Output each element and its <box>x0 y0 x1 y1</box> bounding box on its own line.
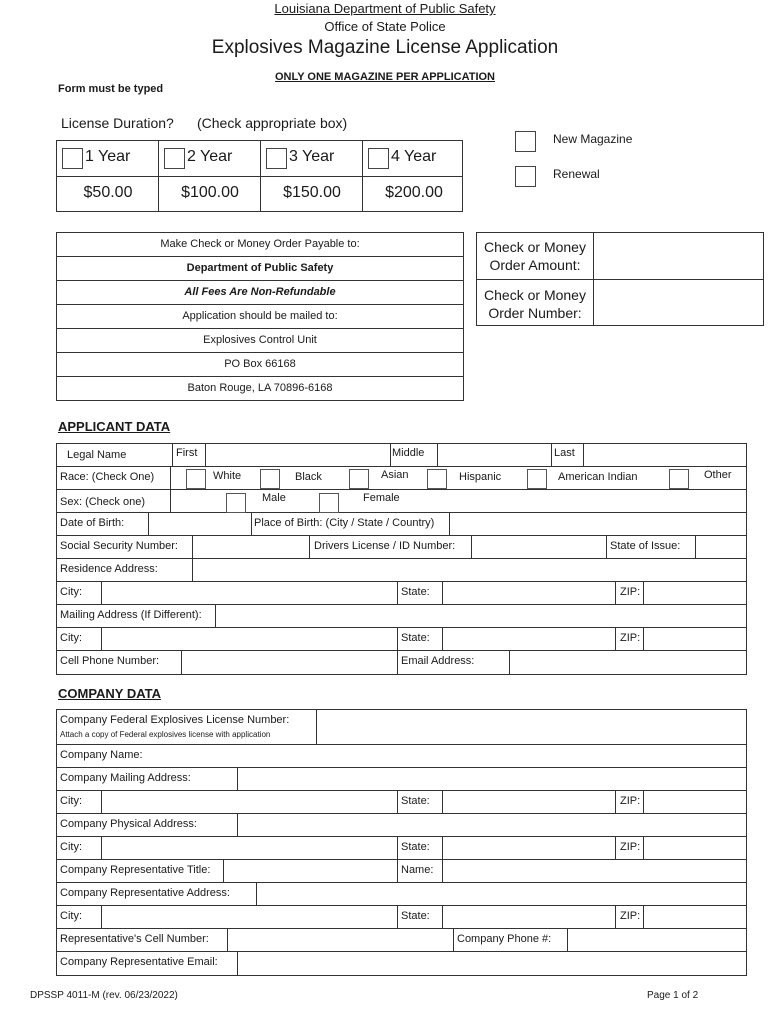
race-hispanic-label: Hispanic <box>459 471 502 483</box>
duration-2-year-label: 2 Year <box>187 148 233 165</box>
ssn-input[interactable] <box>193 536 308 558</box>
dl-label: Drivers License / ID Number: <box>314 540 456 552</box>
company-mailing-state-input[interactable] <box>443 791 614 813</box>
rep-email-input[interactable] <box>238 952 744 974</box>
page-number: Page 1 of 2 <box>647 990 699 1001</box>
check-number-label-line1: Check or Money <box>484 287 586 303</box>
applicant-data-heading: APPLICANT DATA <box>58 419 171 434</box>
mailing-address-input[interactable] <box>216 605 744 627</box>
rep-address-input[interactable] <box>257 883 744 905</box>
row-company-mailing <box>57 768 746 791</box>
company-physical-state-input[interactable] <box>443 837 614 859</box>
ssn-label: Social Security Number: <box>60 540 178 552</box>
first-name-input[interactable] <box>206 444 389 466</box>
check-number-label <box>477 286 593 322</box>
company-mailing-state-label: State: <box>401 795 430 807</box>
duration-1-year-label: 1 Year <box>85 148 131 165</box>
row-mailing <box>57 605 746 628</box>
company-mailing-zip-label: ZIP: <box>620 795 641 807</box>
applicant-grid <box>56 443 747 675</box>
company-phone-label: Company Phone #: <box>457 933 552 945</box>
rep-title-label: Company Representative Title: <box>60 864 211 876</box>
form-id: DPSSP 4011-M (rev. 06/23/2022) <box>30 990 178 1001</box>
dob-input[interactable] <box>149 513 250 535</box>
company-grid <box>56 709 747 976</box>
check-info-box <box>476 232 764 326</box>
new-magazine-checkbox[interactable] <box>515 131 536 152</box>
row-cell-email <box>57 651 746 674</box>
rep-zip-label: ZIP: <box>620 910 641 922</box>
renewal-label: Renewal <box>553 167 600 181</box>
mail-city: Baton Rouge, LA 70896-6168 <box>187 382 333 394</box>
row-rep-address <box>57 883 746 906</box>
first-name-label: First <box>176 447 198 459</box>
residence-state-label: State: <box>401 586 430 598</box>
company-physical-state-label: State: <box>401 841 430 853</box>
residence-zip-input[interactable] <box>644 582 744 604</box>
company-physical-city-label: City: <box>60 841 82 853</box>
mailing-city-label: City: <box>60 632 82 644</box>
sex-male-checkbox[interactable] <box>226 493 246 513</box>
one-magazine-note: ONLY ONE MAGAZINE PER APPLICATION <box>274 71 496 83</box>
row-ssn <box>57 536 746 559</box>
middle-name-input[interactable] <box>438 444 550 466</box>
company-physical-city-input[interactable] <box>102 837 396 859</box>
row-race <box>57 467 746 490</box>
rep-title-input[interactable] <box>224 860 396 882</box>
company-mailing-zip-input[interactable] <box>644 791 744 813</box>
row-sex <box>57 490 746 513</box>
duration-2-year-checkbox[interactable] <box>164 148 185 169</box>
row-rep-email <box>57 952 746 975</box>
race-label: Race: (Check One) <box>60 471 155 483</box>
state-of-issue-input[interactable] <box>696 536 744 558</box>
rep-state-input[interactable] <box>443 906 614 928</box>
office-name: Office of State Police <box>324 19 446 34</box>
last-name-input[interactable] <box>584 444 744 466</box>
race-american-indian-checkbox[interactable] <box>527 469 547 489</box>
cell-phone-input[interactable] <box>182 651 396 673</box>
mailing-zip-label: ZIP: <box>620 632 641 644</box>
row-company-name <box>57 745 746 768</box>
row-rep-phone <box>57 929 746 952</box>
payable-to-label: Make Check or Money Order Payable to: <box>57 233 463 257</box>
race-hispanic-checkbox[interactable] <box>427 469 447 489</box>
rep-city-input[interactable] <box>102 906 396 928</box>
price-3-year: $150.00 <box>283 184 341 201</box>
duration-4-year-checkbox[interactable] <box>368 148 389 169</box>
row-legal-name <box>57 444 746 467</box>
sex-label: Sex: (Check one) <box>60 496 145 508</box>
license-duration-label: License Duration? <box>61 115 174 131</box>
check-number-label-line2: Order Number: <box>488 305 582 321</box>
check-amount-label-line2: Order Amount: <box>489 257 581 273</box>
row-company-physical-city <box>57 837 746 860</box>
mailing-state-input[interactable] <box>443 628 614 650</box>
residence-address-input[interactable] <box>193 559 744 581</box>
row-dob <box>57 513 746 536</box>
mailing-city-input[interactable] <box>102 628 396 650</box>
rep-email-label: Company Representative Email: <box>60 956 218 968</box>
price-2-year: $100.00 <box>181 184 239 201</box>
dob-label: Date of Birth: <box>60 517 125 529</box>
payment-info-box <box>56 232 464 401</box>
duration-table <box>56 140 463 212</box>
company-data-heading: COMPANY DATA <box>58 686 162 701</box>
sex-female-label: Female <box>363 492 400 504</box>
mail-po-box: PO Box 66168 <box>57 353 463 377</box>
race-white-checkbox[interactable] <box>186 469 206 489</box>
last-name-label: Last <box>554 447 575 459</box>
company-physical-zip-input[interactable] <box>644 837 744 859</box>
price-4-year: $200.00 <box>385 184 443 201</box>
row-rep-city <box>57 906 746 929</box>
check-amount-label-line1: Check or Money <box>484 239 586 255</box>
non-refundable-note: All Fees Are Non-Refundable <box>57 281 463 305</box>
company-physical-zip-label: ZIP: <box>620 841 641 853</box>
row-fed-license <box>57 710 746 745</box>
form-title: Explosives Magazine License Application <box>211 37 559 58</box>
email-input[interactable] <box>510 651 744 673</box>
company-mailing-label: Company Mailing Address: <box>60 772 191 784</box>
duration-1-year-checkbox[interactable] <box>62 148 83 169</box>
renewal-checkbox[interactable] <box>515 166 536 187</box>
rep-zip-input[interactable] <box>644 906 744 928</box>
row-residence-city <box>57 582 746 605</box>
price-1-year: $50.00 <box>83 184 133 201</box>
company-name-label: Company Name: <box>60 749 143 761</box>
company-mailing-city-input[interactable] <box>102 791 396 813</box>
fed-license-note: Attach a copy of Federal explosives license with application <box>60 730 271 739</box>
rep-name-input[interactable] <box>443 860 744 882</box>
middle-name-label: Middle <box>392 447 425 459</box>
company-phone-input[interactable] <box>568 929 744 951</box>
cell-phone-label: Cell Phone Number: <box>60 655 160 667</box>
company-name-input[interactable] <box>152 745 744 767</box>
rep-city-label: City: <box>60 910 82 922</box>
race-black-checkbox[interactable] <box>260 469 280 489</box>
rep-cell-input[interactable] <box>228 929 452 951</box>
race-other-label: Other <box>704 469 732 481</box>
agency-name: Louisiana Department of Public Safety <box>274 1 496 16</box>
residence-zip-label: ZIP: <box>620 586 641 598</box>
company-physical-input[interactable] <box>238 814 744 836</box>
sex-male-label: Male <box>262 492 286 504</box>
new-magazine-label: New Magazine <box>553 132 633 146</box>
race-black-label: Black <box>295 471 322 483</box>
mailing-address-label: Mailing Address (If Different): <box>60 609 202 621</box>
residence-state-input[interactable] <box>443 582 614 604</box>
row-company-physical <box>57 814 746 837</box>
pob-label: Place of Birth: (City / State / Country) <box>254 517 435 529</box>
check-amount-label <box>477 238 593 274</box>
rep-cell-label: Representative's Cell Number: <box>60 933 209 945</box>
duration-4-year-label: 4 Year <box>391 148 437 165</box>
rep-address-label: Company Representative Address: <box>60 887 230 899</box>
race-other-checkbox[interactable] <box>669 469 689 489</box>
duration-3-year-label: 3 Year <box>289 148 335 165</box>
row-company-mailing-city <box>57 791 746 814</box>
residence-address-label: Residence Address: <box>60 563 158 575</box>
check-number-field[interactable] <box>594 280 762 325</box>
email-label: Email Address: <box>401 655 475 667</box>
fed-license-input[interactable] <box>317 710 744 744</box>
mailing-state-label: State: <box>401 632 430 644</box>
race-asian-label: Asian <box>381 469 409 481</box>
race-asian-checkbox[interactable] <box>349 469 369 489</box>
row-residence <box>57 559 746 582</box>
company-physical-label: Company Physical Address: <box>60 818 197 830</box>
mail-unit: Explosives Control Unit <box>57 329 463 353</box>
fed-license-label: Company Federal Explosives License Number: <box>60 714 290 726</box>
row-mailing-city <box>57 628 746 651</box>
duration-3-year-checkbox[interactable] <box>266 148 287 169</box>
legal-name-label: Legal Name <box>67 449 127 461</box>
race-white-label: White <box>213 470 242 482</box>
company-mailing-input[interactable] <box>238 768 744 790</box>
typed-note: Form must be typed <box>58 83 164 95</box>
residence-city-label: City: <box>60 586 82 598</box>
dl-input[interactable] <box>472 536 605 558</box>
mail-to-label: Application should be mailed to: <box>57 305 463 329</box>
check-amount-field[interactable] <box>594 233 762 278</box>
company-mailing-city-label: City: <box>60 795 82 807</box>
mailing-zip-input[interactable] <box>644 628 744 650</box>
duration-instruction: (Check appropriate box) <box>197 115 348 131</box>
sex-female-checkbox[interactable] <box>319 493 339 513</box>
state-of-issue-label: State of Issue: <box>610 540 681 552</box>
race-american-indian-label: American Indian <box>558 471 638 483</box>
payee-name: Department of Public Safety <box>57 257 463 281</box>
row-rep-title <box>57 860 746 883</box>
rep-name-label: Name: <box>401 864 434 876</box>
pob-input[interactable] <box>450 513 744 535</box>
residence-city-input[interactable] <box>102 582 396 604</box>
rep-state-label: State: <box>401 910 430 922</box>
